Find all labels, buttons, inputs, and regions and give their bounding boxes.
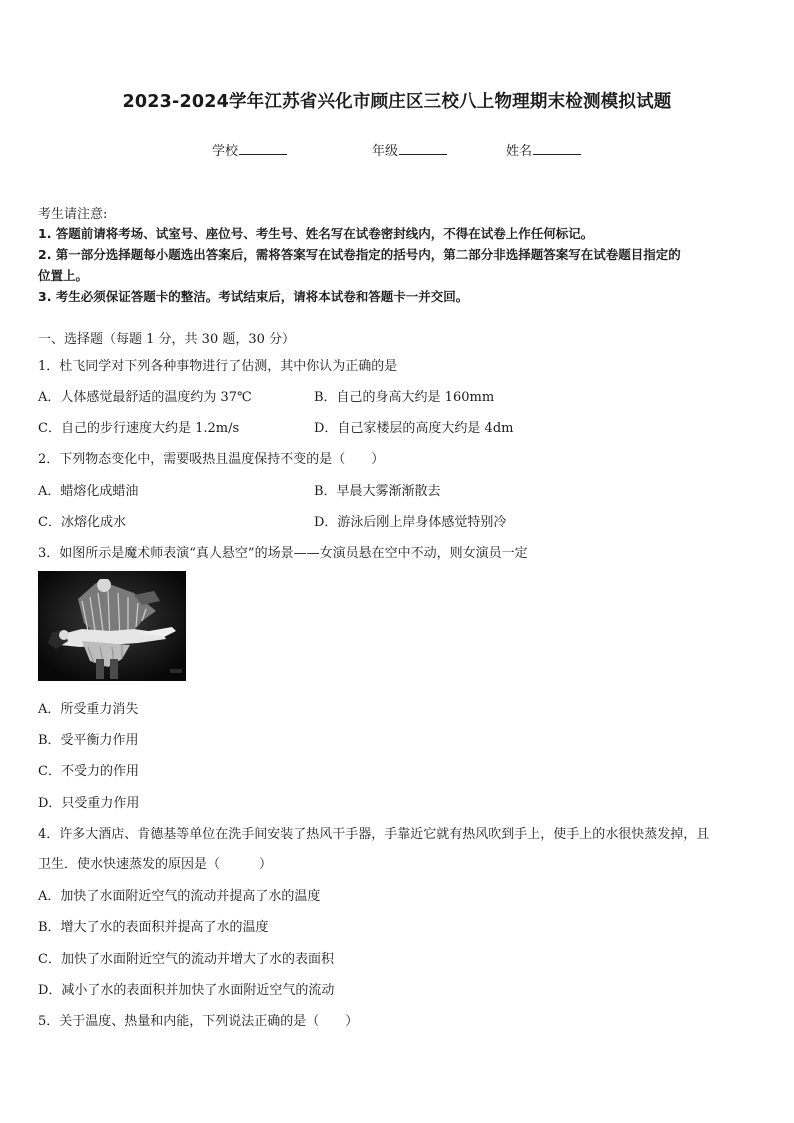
page-title: 2023-2024学年江苏省兴化市顾庄区三校八上物理期末检测模拟试题: [122, 92, 672, 112]
grade-blank: [399, 142, 447, 155]
notice-item: 2. 第一部分选择题每小题选出答案后，需将答案写在试卷指定的括号内，第二部分非选择题答案写在试卷题目指定的: [38, 247, 681, 262]
section-heading: 一、选择题（每题 1 分，共 30 题，30 分）: [38, 332, 296, 347]
grade-field: [372, 140, 447, 159]
q2-option-d: D．游泳后刚上岸身体感觉特别冷: [314, 515, 507, 530]
q1-option-c: C．自己的步行速度大约是 1.2m/s: [38, 421, 240, 436]
q1-stem: 1．杜飞同学对下列各种事物进行了估测，其中你认为正确的是: [38, 359, 398, 374]
q3-option-b: B．受平衡力作用: [38, 733, 139, 748]
magician-levitation-photo: [38, 571, 186, 681]
school-blank: [239, 142, 287, 155]
q1-option-a: A．人体感觉最舒适的温度约为 37℃: [38, 390, 252, 405]
q2-option-a: A．蜡熔化成蜡油: [38, 484, 139, 499]
q3-option-a: A．所受重力消失: [38, 702, 139, 717]
notice-item: 3. 考生必须保证答题卡的整洁。考试结束后，请将本试卷和答题卡一并交回。: [38, 289, 469, 304]
q5-stem: 5．关于温度、热量和内能，下列说法正确的是（ ）: [38, 1014, 359, 1029]
q2-option-b: B．早晨大雾渐渐散去: [314, 484, 441, 499]
q4-option-c: C．加快了水面附近空气的流动并增大了水的表面积: [38, 952, 334, 967]
q1-option-d: D．自己家楼层的高度大约是 4dm: [314, 421, 514, 436]
name-blank: [533, 142, 581, 155]
notice-heading: 考生请注意:: [38, 207, 108, 222]
notice-item: 位置上。: [38, 268, 89, 283]
q4-option-d: D．减小了水的表面积并加快了水面附近空气的流动: [38, 983, 335, 998]
q3-option-c: C．不受力的作用: [38, 764, 139, 779]
q2-stem: 2．下列物态变化中，需要吸热且温度保持不变的是（ ）: [38, 452, 385, 467]
name-field: [506, 140, 581, 159]
q4-stem-line2: 卫生．使水快速蒸发的原因是（ ）: [38, 857, 273, 872]
q3-option-d: D．只受重力作用: [38, 796, 140, 811]
grade-label: 年级: [372, 144, 399, 159]
q4-option-a: A．加快了水面附近空气的流动并提高了水的温度: [38, 889, 321, 904]
q2-option-c: C．冰熔化成水: [38, 515, 126, 530]
q4-option-b: B．增大了水的表面积并提高了水的温度: [38, 920, 269, 935]
q3-stem: 3．如图所示是魔术师表演“真人悬空”的场景——女演员悬在空中不动，则女演员一定: [38, 546, 528, 561]
name-label: 姓名: [506, 144, 533, 159]
school-field: [212, 140, 287, 159]
notice-item: 1. 答题前请将考场、试室号、座位号、考生号、姓名写在试卷密封线内，不得在试卷上作任何标记。: [38, 226, 594, 241]
school-label: 学校: [212, 144, 239, 159]
q4-stem-line1: 4．许多大酒店、肯德基等单位在洗手间安装了热风干手器，手靠近它就有热风吹到手上，使手上的水很快蒸发掉，且: [38, 827, 710, 842]
q1-option-b: B．自己的身高大约是 160mm: [314, 390, 495, 405]
